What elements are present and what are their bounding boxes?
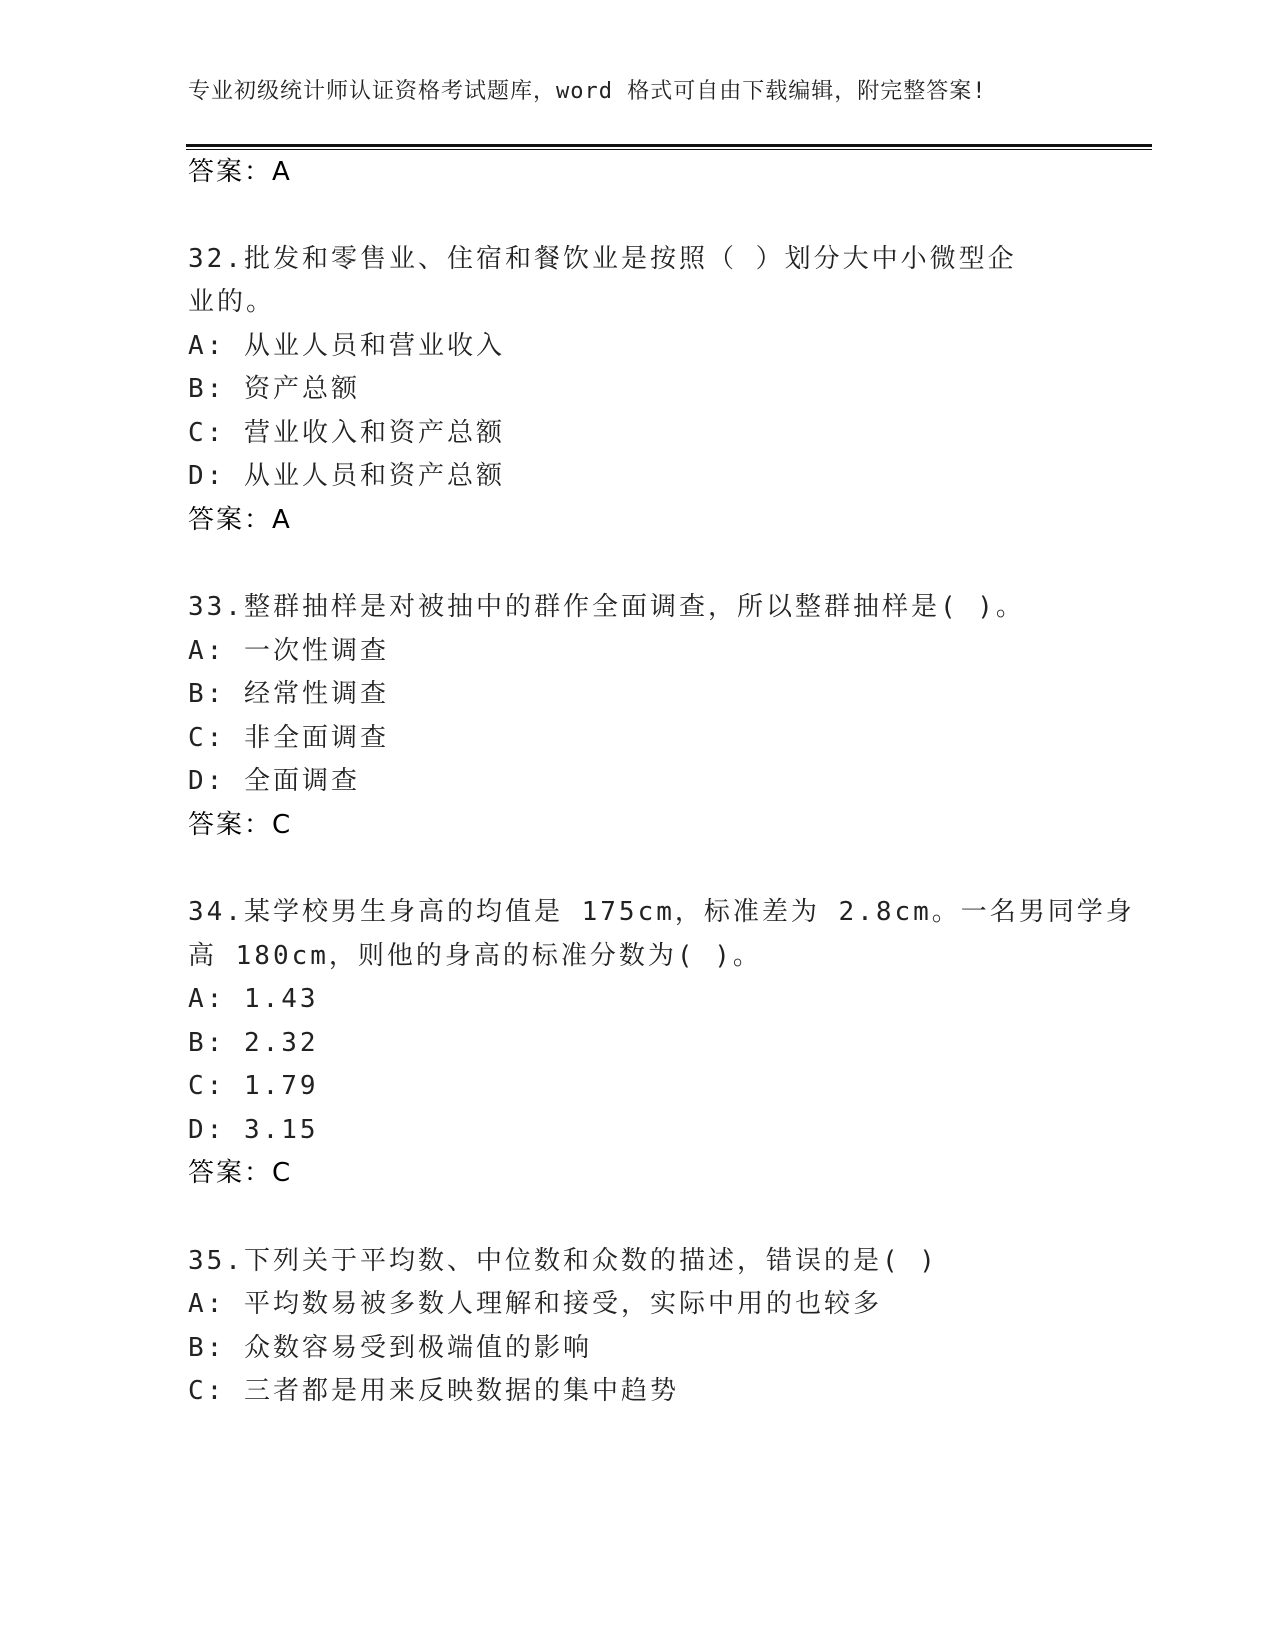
question-34-option-c: C: 1.79 bbox=[188, 1071, 319, 1101]
question-34-text-cont: 高 180cm，则他的身高的标准分数为( )。 bbox=[188, 941, 762, 971]
page-header: 专业初级统计师认证资格考试题库，word 格式可自由下载编辑，附完整答案! bbox=[188, 79, 987, 104]
question-35-text: 35.下列关于平均数、中位数和众数的描述，错误的是( ) bbox=[188, 1246, 938, 1276]
question-35-option-a: A: 平均数易被多数人理解和接受，实际中用的也较多 bbox=[188, 1289, 882, 1319]
question-33-option-a: A: 一次性调查 bbox=[188, 636, 389, 666]
question-34-text: 34.某学校男生身高的均值是 175cm，标准差为 2.8cm。一名男同学身 bbox=[188, 897, 1135, 927]
question-32-option-a: A: 从业人员和营业收入 bbox=[188, 331, 505, 361]
question-34-answer: 答案：C bbox=[188, 1158, 293, 1188]
question-34-option-a: A: 1.43 bbox=[188, 984, 319, 1014]
question-33-option-d: D: 全面调查 bbox=[188, 766, 360, 796]
question-32-text: 32.批发和零售业、住宿和餐饮业是按照（ ）划分大中小微型企 bbox=[188, 244, 1017, 274]
header-divider bbox=[186, 144, 1152, 150]
question-32-text-cont: 业的。 bbox=[188, 287, 276, 317]
question-35-option-b: B: 众数容易受到极端值的影响 bbox=[188, 1333, 592, 1363]
question-32-option-b: B: 资产总额 bbox=[188, 374, 360, 404]
question-34-option-d: D: 3.15 bbox=[188, 1115, 319, 1145]
question-32-option-c: C: 营业收入和资产总额 bbox=[188, 418, 505, 448]
question-33-option-b: B: 经常性调查 bbox=[188, 679, 389, 709]
question-33-text: 33.整群抽样是对被抽中的群作全面调查，所以整群抽样是( )。 bbox=[188, 592, 1025, 622]
question-34-option-b: B: 2.32 bbox=[188, 1028, 319, 1058]
answer-line: 答案：A bbox=[188, 157, 292, 187]
question-32-option-d: D: 从业人员和资产总额 bbox=[188, 461, 505, 491]
question-33-answer: 答案：C bbox=[188, 810, 293, 840]
question-32-answer: 答案：A bbox=[188, 505, 292, 535]
question-33-option-c: C: 非全面调查 bbox=[188, 723, 389, 753]
question-35-option-c: C: 三者都是用来反映数据的集中趋势 bbox=[188, 1376, 679, 1406]
